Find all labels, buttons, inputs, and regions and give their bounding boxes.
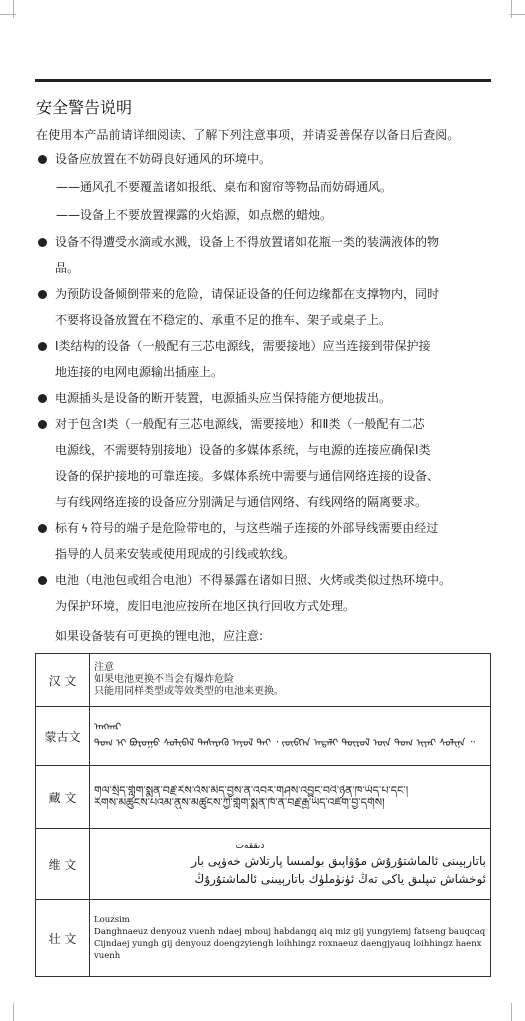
item-text: 品。 [55,261,80,275]
item-text: 电池（电池包或组合电池）不得暴露在诸如日照、火烤或类似过热环境中。 [55,573,452,587]
crop-mark-right-top [509,14,525,15]
warning-item-battery [36,570,494,616]
item-text: 与有线网络连接的设备应分别满足与通信网络、有线网络的隔离要求。 [55,495,428,509]
warning-content [90,654,491,707]
warning-item-hazard-terminal [36,518,494,564]
table-row-zhuang [36,900,491,977]
table-row-uyghur [36,829,491,900]
item-subtext: ——通风孔不要覆盖诸如报纸、桌布和窗帘等物品而妨碍通风。 [56,180,393,194]
warning-line: ᠲᠤᠭ ᠢ ᠪᠤᠷᠤᠭᠤ ᠰᠣᠯᠢᠪᠠᠯ ᠲᠡᠰᠡᠷᠡᠬᠦ ᠠᠶᠤᠯ ᠲᠠᠢ ᠂ ᠵᠥᠪᠬᠡᠨ ᠠᠳᠠᠯᠢ ᠲᠦᠷᠦᠯ ᠦᠨ ᠲᠤᠭ ᠢᠶᠠᠷ ᠰᠣᠯᠢᠨᠠ ᠃ [94,738,476,749]
item-text: 为预防设备倾倒带来的危险，请保证设备的任何边缘都在支撑物内，同时 [55,287,440,301]
warning-line: རིགས་མཚུངས་པའམ་ནུས་མཚུངས་ཀྱི་གློག་སྨན་ཁོ་ན་བརྗེ་རྒྱ་ཡོད་འཛོག་བྱ་དགོས། [94,797,385,809]
item-text: 不要将设备放置在不稳定的、承重不足的推车、架子或桌子上。 [55,313,392,327]
item-text: 对于包含Ⅰ类（一般配有三芯电源线，需要接地）和Ⅱ类（一般配有二芯 [55,417,425,431]
table-row-mongolian [36,707,491,766]
warning-content [90,829,491,900]
warning-content [90,766,491,829]
warning-heading: دىققەت [235,841,265,851]
lang-label: 藏 文 [36,766,90,829]
lightning-icon: ϟ [81,522,89,535]
lang-label: 壮 文 [36,900,90,977]
crop-mark-top-right [511,0,512,18]
warning-item-plug [36,388,494,408]
bullet-dot [38,155,47,164]
item-text: 电源线，不需要特别接地）设备的多媒体系统，与电源的连接应确保Ⅰ类 [55,443,431,457]
bullet-dot [38,290,47,299]
battery-warning-table [35,653,491,977]
warning-line: 只能用同样类型或等效类型的电池来更换。 [94,686,284,697]
item-text: Ⅰ类结构的设备（一般配有三芯电源线，需要接地）应当连接到带保护接 [55,339,431,353]
crop-mark-left-top [0,14,16,15]
battery-note: 如果设备装有可更换的锂电池，应注意: [55,629,264,643]
item-text: 指导的人员来安装或使用现成的引线或软线。 [55,547,296,561]
item-text: 符号的端子是危险带电的，与这些端子连接的外部导线需要由经过 [90,521,439,535]
bullet-dot [38,238,47,247]
warning-line: 如果电池更换不当会有爆炸危险 [94,674,234,685]
crop-mark-bottom-right [511,1003,512,1021]
warning-item-tipping [36,284,494,330]
warning-line: གལ་སྲིད་གློག་སྨན་བརྗེ་རེས་འོས་མེད་བྱས་ན་འབར་གཤས་འབྱུང་བའི་ཉེན་ཁ་ཡོད་པ་དང་། [94,785,409,797]
item-text: 地连接的电网电源输出插座上。 [55,365,224,379]
warning-item-class1 [36,336,494,382]
item-text: 设备不得遭受水滴或水溅，设备上不得放置诸如花瓶一类的装满液体的物 [55,235,440,249]
warning-item-ventilation [36,149,494,225]
crop-mark-bottom-left [13,1003,14,1021]
warning-heading: ᠠᠩᠬᠠᠷ [94,722,122,733]
item-text: 设备的保护接地的可靠连接。多媒体系统中需要与通信网络连接的设备、 [55,469,440,483]
warning-heading: 注意 [94,662,114,673]
bullet-dot [38,420,47,429]
item-text: 设备应放置在不妨碍良好通风的环境中。 [55,152,272,166]
top-rule [35,79,491,82]
warning-content [90,900,491,977]
table-row-chinese [36,654,491,707]
item-text: 电源插头是设备的断开装置，电源插头应当保持能方便地拔出。 [55,391,392,405]
table-row-tibetan [36,766,491,829]
bullet-dot [38,524,47,533]
item-text: 为保护环境，废旧电池应按所在地区执行回收方式处理。 [55,599,356,613]
bullet-dot [38,394,47,403]
crop-mark-top-left [13,0,14,18]
warning-line: Cijndaej yungh gij denyouz doengzyiengh loihhingz roxnaeuz daengjyauq loihhingz haenx vuenh [94,939,482,961]
intro-text: 在使用本产品前请详细阅读、了解下列注意事项，并请妥善保存以备日后查阅。 [36,128,460,142]
page-title: 安全警告说明 [36,98,133,117]
bullet-dot [38,342,47,351]
lang-label: 蒙古文 [36,707,90,766]
warning-line: ئوخشاش تىپلىق ياكى تەڭ ئۈنۈملۈك باتارېيىنى ئالماشتۇرۇڭ [194,872,486,886]
warning-content [90,707,491,766]
lang-label: 维 文 [36,829,90,900]
warning-item-liquid [36,232,494,278]
lang-label: 汉 文 [36,654,90,707]
item-subtext: ——设备上不要放置裸露的火焰源，如点燃的蜡烛。 [56,208,333,222]
bullet-dot [38,576,47,585]
warning-line: باتارېيىنى ئالماشتۇرۇش مۇۋاپىق بولمىسا پارتلاش خەۋپى بار [191,854,486,868]
item-text: 标有 [55,521,80,535]
warning-item-multimedia [36,414,494,512]
warning-line: Danghnaeuz denyouz vuenh ndaej mbouj habdangq aiq miz gij yungyiemj fatseng bauqcaq [94,927,486,937]
warning-heading: Louzsim [94,915,130,925]
